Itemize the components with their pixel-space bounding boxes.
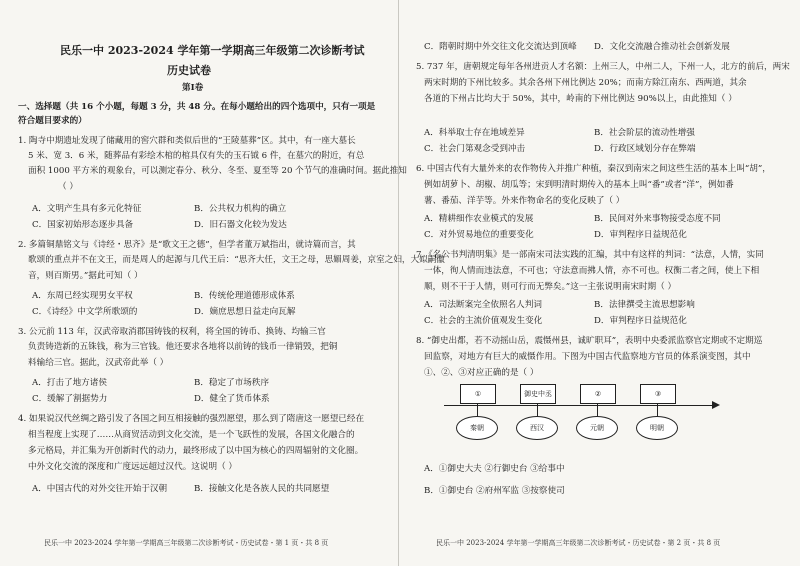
question-3-option-b[interactable]: B．稳定了市场秩序 xyxy=(194,378,270,388)
question-2-option-c[interactable]: C．《诗经》中文学所歌颂的 xyxy=(32,307,138,317)
question-6-option-d[interactable]: D．审判程序日益规范化 xyxy=(594,230,687,240)
question-4-line: 多元格局，并汇集为开创新时代的动力，最终形成了以中国为核心的四周辐射的文化圈。 xyxy=(28,446,364,456)
question-7-option-a[interactable]: A．司法断案完全依照名人判词 xyxy=(424,300,542,310)
question-3-option-a[interactable]: A．打击了地方诸侯 xyxy=(32,378,107,388)
question-3-option-d[interactable]: D．健全了货币体系 xyxy=(194,394,270,404)
exam-page-1 xyxy=(14,0,445,566)
timeline-arrowhead xyxy=(712,401,720,409)
question-1-option-d[interactable]: D．旧石器文化较为发达 xyxy=(194,220,287,230)
question-7-option-d[interactable]: D．审判程序日益规范化 xyxy=(594,316,687,326)
question-6-option-c[interactable]: C．对外贸易地位的重要变化 xyxy=(424,230,534,240)
question-1-line: （ ） xyxy=(58,182,78,192)
question-1-option-c[interactable]: C．国家初始形态逐步具备 xyxy=(32,220,134,230)
question-1-line: 1. 陶寺中期遗址发现了储藏用的窖穴群和类似后世的“王陵墓葬”区。其中，有一座大墓长 xyxy=(18,136,356,146)
question-2-option-a[interactable]: A．东周已经实现男女平权 xyxy=(32,291,133,301)
question-6-option-b[interactable]: B．民间对外来事物接受态度不同 xyxy=(594,214,721,224)
instructions-line: 一、选择题（共 16 个小题，每题 3 分，共 48 分。在每小题给出的四个选项中，只有一项是 xyxy=(18,102,376,112)
question-6-line: 6. 中国古代有大量外来的农作物传入并推广种植，秦汉到南宋之间这些生活的基本上叫“胡”， xyxy=(416,164,771,174)
timeline-box-3: ② xyxy=(580,384,616,404)
question-7-option-c[interactable]: C．社会的主流价值观发生变化 xyxy=(424,316,543,326)
exam-title: 民乐一中 2023-2024 学年第一学期高三年级第二次诊断考试 xyxy=(60,44,365,57)
question-6-option-a[interactable]: A．精耕细作农业模式的发展 xyxy=(424,214,534,224)
page-divider xyxy=(398,0,399,566)
timeline-period-2: 西汉 xyxy=(516,416,558,440)
question-3-line: 料输给三官。据此，汉武帝此举（ ） xyxy=(28,358,169,368)
question-4-option-d[interactable]: D．文化交流融合推动社会创新发展 xyxy=(594,42,730,52)
question-2-option-d[interactable]: D．嫡庶思想日益走向瓦解 xyxy=(194,307,296,317)
question-4-line: 4. 如果说汉代丝绸之路引发了各国之间互相接触的强烈愿望，那么到了隋唐这一愿望已经在 xyxy=(18,414,365,424)
timeline-period-4: 明朝 xyxy=(636,416,678,440)
question-2-line: 歌颂的重点并不在文王，而是周人的起源与几代王后：“思齐大任，文王之母，思媚周姜，京室之妇，大姒嗣徽 xyxy=(28,255,445,265)
timeline-box-4: ③ xyxy=(640,384,676,404)
question-8-line: 8. “御史出都，若不动摇山岳，震慑州县，诚旷职耳”，表明中央委派监察官定期或不定期巡 xyxy=(416,336,763,346)
question-4-line: 中外文化交流的深度和广度远远超过汉代。这说明（ ） xyxy=(28,462,237,472)
question-2-option-b[interactable]: B．传统伦理道德形成体系 xyxy=(194,291,295,301)
question-4-option-a[interactable]: A．中国古代的对外交往开始于汉朝 xyxy=(32,484,168,494)
timeline-box-1: ① xyxy=(460,384,496,404)
section-heading: 第Ⅰ卷 xyxy=(182,83,204,93)
connector xyxy=(657,403,658,416)
question-5-line: 两宋时期的下州比较多。其余各州下州比例达 20%；而南方除江南东、西两道，其余 xyxy=(424,78,747,88)
question-2-line: 2. 多篇铜鼎铭文与《诗经・思齐》是“歌文王之德”，但学者董万斌指出，就诗篇而言，其 xyxy=(18,240,356,250)
question-6-line: 例如胡萝卜、胡椒、胡瓜等；宋到明清时期传入的基本上叫“番”或者“洋”，例如番 xyxy=(424,180,734,190)
exam-page-2 xyxy=(416,0,788,566)
timeline-axis xyxy=(444,405,714,406)
question-4-line: 相当程度上实现了……从商贸活动到文化交流，是一个飞跃性的发展，各国文化融合的 xyxy=(28,430,355,440)
question-1-option-a[interactable]: A．文明产生具有多元化特征 xyxy=(32,204,142,214)
connector xyxy=(537,403,538,416)
question-5-line: 5. 737 年，唐朝规定每年各州进贡人才名额：上州三人，中州二人，下州一人，北方的前后，两宋 xyxy=(416,62,790,72)
question-1-line: 面积 1000 平方米的观象台，可以测定春分、秋分、冬至、夏至等 20 个节气的准确时间。据此推知 xyxy=(28,166,407,176)
question-5-option-d[interactable]: D．行政区域划分存在弊端 xyxy=(594,144,696,154)
question-6-line: 薯、番茄、洋芋等。外来作物命名的变化反映了（ ） xyxy=(424,196,625,206)
question-3-line: 负责铸造新的五铢钱，称为三官钱。他还要求各地将以前铸的钱币一律销毁，把铜 xyxy=(28,342,338,352)
timeline-period-1: 秦朝 xyxy=(456,416,498,440)
question-8-option-b[interactable]: B．①御史台 ②府州军监 ③按察使司 xyxy=(424,486,565,496)
question-5-line: 各道的下州占比均大于 50%，其中，岭南的下州比例达 90%以上，由此推知（ ） xyxy=(424,94,737,104)
question-2-line: 音，则百斯男。”据此可知（ ） xyxy=(28,271,143,281)
connector xyxy=(477,403,478,416)
page-footer: 民乐一中 2023-2024 学年第一学期高三年级第二次诊断考试・历史试卷・第 1 页・共 8 页 xyxy=(44,539,329,547)
question-5-option-b[interactable]: B．社会阶层的流动性增强 xyxy=(594,128,695,138)
connector xyxy=(597,403,598,416)
question-4-option-c[interactable]: C．隋朝时期中外交往文化交流达到顶峰 xyxy=(424,42,577,52)
question-1-option-b[interactable]: B．公共权力机构的确立 xyxy=(194,204,287,214)
question-4-option-b[interactable]: B．接触文化是各族人民的共同愿望 xyxy=(194,484,330,494)
question-1-line: 5 米、宽 3．6 米，随葬品有彩绘木棺的棺具仅有失的玉石钺 6 件，在墓穴的附近，有总 xyxy=(28,151,365,161)
question-5-option-a[interactable]: A．科举取士存在地域差异 xyxy=(424,128,525,138)
subject-title: 历史试卷 xyxy=(167,64,211,77)
question-7-option-b[interactable]: B．法律撰受主流思想影响 xyxy=(594,300,695,310)
timeline-box-2: 御史中丞 xyxy=(520,384,556,404)
question-8-line: 回监察，对地方有巨大的威慑作用。下图为中国古代监察地方官员的体系演变图，其中 xyxy=(424,352,751,362)
question-3-line: 3. 公元前 113 年，汉武帝取消郡国铸钱的权利，将全国的铸币、换铸、均输三官 xyxy=(18,327,326,337)
question-3-option-c[interactable]: C．缓解了割据势力 xyxy=(32,394,108,404)
question-5-option-c[interactable]: C．社会门第观念受到冲击 xyxy=(424,144,526,154)
question-7-line: 顺，则不干于人情，则可行而无弊矣。”这一主张说明南宋时期（ ） xyxy=(424,282,677,292)
question-8-line: ①、②、③对应正确的是（ ） xyxy=(424,368,539,378)
page-footer: 民乐一中 2023-2024 学年第一学期高三年级第二次诊断考试・历史试卷・第 2 页・共 8 页 xyxy=(436,539,721,547)
question-8-option-a[interactable]: A．①御史大夫 ②行御史台 ③给事中 xyxy=(424,464,565,474)
question-7-line: 7.《名公书判清明集》是一部南宋司法实践的汇编，其中有这样的判词：“法意，人情，实同 xyxy=(416,250,764,260)
question-7-line: 一体，徇人情而违法意，不可也；守法意而拂人情，亦不可也。权衡二者之间，使上下相 xyxy=(424,266,760,276)
timeline-period-3: 元朝 xyxy=(576,416,618,440)
instructions-line: 符合题目要求的） xyxy=(18,116,87,126)
